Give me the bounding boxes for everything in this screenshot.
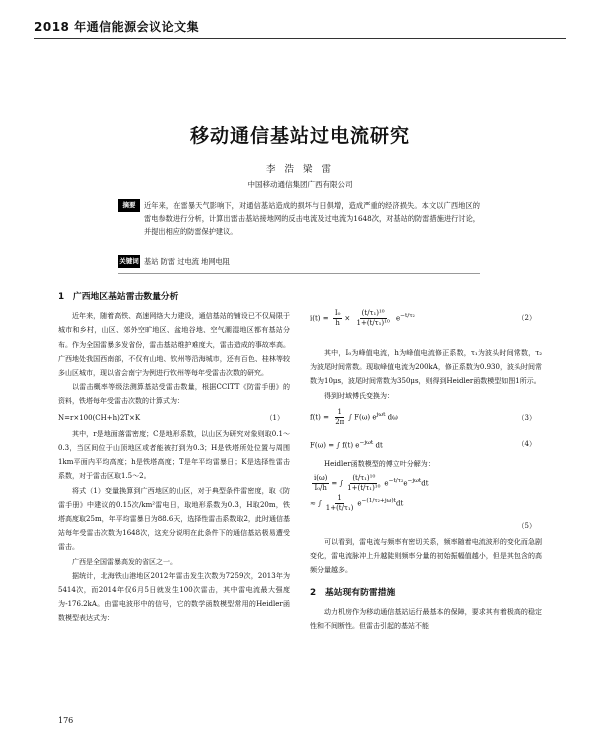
right-paragraph: 可以看到，雷电流与频率有密切关系，频率随着电流波形的变化而急剧变化，雷电流脉冲上升越陡则频率分量的初始振幅值越小，但是其包含的高频分量越多。 <box>310 538 542 575</box>
section1-paragraph: 以雷击概率等级法测算基站受雷击数量，根据CCITT《防雷手册》的资料，铁塔每年受雷击次数的计算式为： <box>58 383 290 406</box>
equation-4-body: F(ω) = ∫ f(t) $e^{-j\omega t}$ dt <box>310 439 383 449</box>
section1-paragraph: 近年来，随着高铁、高速网络大力建设，通信基站的铺设已不仅局限于城市和乡村，山区、郊外空旷地区、盆地谷地、空气潮湿地区都有基站分布。作为全国雷暴多发省份，雷击基站维护难度大，雷击造成的事故率高。广西地处我国西南部，不仅有山地、钦州等沿海城市，还有百色、桂林等较多山区城市，现以省会南宁为例进行钦州等每年受雷击次数的研究。 <box>58 312 290 378</box>
right-paragraph: 得到时域傅氏变换为： <box>324 391 394 400</box>
left-column <box>58 290 290 626</box>
equation-4-number: （4） <box>517 439 536 448</box>
running-header: 2018 年通信能源会议论文集 <box>34 20 200 34</box>
section2-paragraph: 动力机房作为移动通信基站运行最基本的保障，要求其有着极高的稳定性和不间断性。但雷击引起的基站不能 <box>310 607 542 631</box>
section1-paragraph: 据统计，北海铁山港地区2012年雷击发生次数为7259次，2013年为5414次，而2014年仅6月5日就发生100次雷击，其中雷电流最大强度为-176.2kA。由雷电波形中的信号，它的数学函数模型常用的Heidler函数模型表达式为： <box>58 571 290 623</box>
section1-heading: 1 广西地区基站雷击数量分析 <box>58 292 179 302</box>
page-number: 176 <box>58 716 74 725</box>
section1-paragraph: 其中，r是地面落雷密度；C是地形系数，以山区为研究对象则取0.1～0.3，当区间位于山顶地区或者能被打到为0.3；H是铁塔所处位置与周围1km平面内平均高度；h是铁塔高度；T是年平均雷暴日；K是选择性雷击系数，对于雷击区取1.5～2。 <box>58 429 290 481</box>
equation-5-body: $\frac{i(\omega)}{\text{I₀/h}}$ = ∫ $\frac{\text{(t/τ₁)¹⁰}}{\text{1+(t/τ₁)¹⁰}}$ $e^{-t/\tau_2}e^{-j\omega t}dt$ ≈ ∫ $\frac{1}{\text{1+(t/τ₁)}}$ $e^{-(1/\tau_2+j\omega)t}dt$ <box>310 473 429 512</box>
equation-5-number: （5） <box>517 522 536 531</box>
abstract-block <box>118 199 480 238</box>
header-rule <box>34 38 566 39</box>
equation-1-number: （1） <box>265 413 284 422</box>
equation-5 <box>310 473 542 533</box>
equation-1-body: N=r×100(CH+h)2T×K <box>58 413 141 422</box>
equation-4 <box>310 433 542 455</box>
abstract-text: 近年来，在雷暴天气影响下，对通信基站造成的损坏与日俱增，造成严重的经济损失。本文以广西地区的雷电参数进行分析，计算出雷击基站接地网的反击电流及过电流为1648次，对基站的防雷措施进行讨论，并提出相应的防雷保护建议。 <box>144 201 480 236</box>
equation-3 <box>310 405 542 431</box>
abstract-label: 摘要 <box>118 199 140 212</box>
paper-authors: 李 浩 梁 雷 <box>265 164 335 175</box>
keywords-label: 关键词 <box>118 255 140 268</box>
equation-2 <box>310 292 542 344</box>
right-column <box>310 290 542 633</box>
equation-1 <box>58 411 290 425</box>
keywords-text: 基站 防雷 过电流 地网电阻 <box>144 257 230 266</box>
paper-affiliation: 中国移动通信集团广西有限公司 <box>247 180 353 189</box>
keywords-block <box>118 255 480 268</box>
equation-3-number: （3） <box>517 413 536 422</box>
right-paragraph: Heidler函数模型的傅立叶分解为： <box>324 459 435 468</box>
section2-heading: 2 基站现有防雷措施 <box>310 587 396 598</box>
right-paragraph: 其中，I₀为峰值电流，h为峰值电流修正系数，τ₁为波头时间常数，τ₂为波尾时间常数。现取峰值电流为200kA，修正系数为0.930，波头时间常数为10μs，波尾时间常数为350μs，则得到Heidler函数模型如图1所示。 <box>310 349 542 386</box>
equation-2-number: （2） <box>517 313 536 322</box>
paper-title: 移动通信基站过电流研究 <box>189 125 410 147</box>
equation-2-body: i(t) = $\frac{\text{I₀}}{h}$ × $\frac{\text{(t/τ₁)¹⁰}}{\text{1+(t/τ₁)¹⁰}}$ $e^{-t/\tau_2}$ <box>310 308 415 327</box>
section1-paragraph: 将式（1）变量换算到广西地区的山区，对于典型条件雷密度，取《防雷手册》中建议的0.15次/km²雷电日，取地形系数为0.3，H取20m，铁塔高度取25m，年平均雷暴日为88.6天，选择性雷击系数取2，此时通信基站每年受雷击次数为1648次，这充分说明在此条件下的通信基站极易遭受雷击。 <box>58 486 290 552</box>
section1-paragraph: 广西是全国雷暴高发的省区之一。 <box>72 557 177 566</box>
equation-3-body: f(t) = $\frac{1}{2\pi}$ ∫ F(ω) $e^{j\omega t}$ dω <box>310 408 398 427</box>
abstract-divider <box>118 273 480 274</box>
